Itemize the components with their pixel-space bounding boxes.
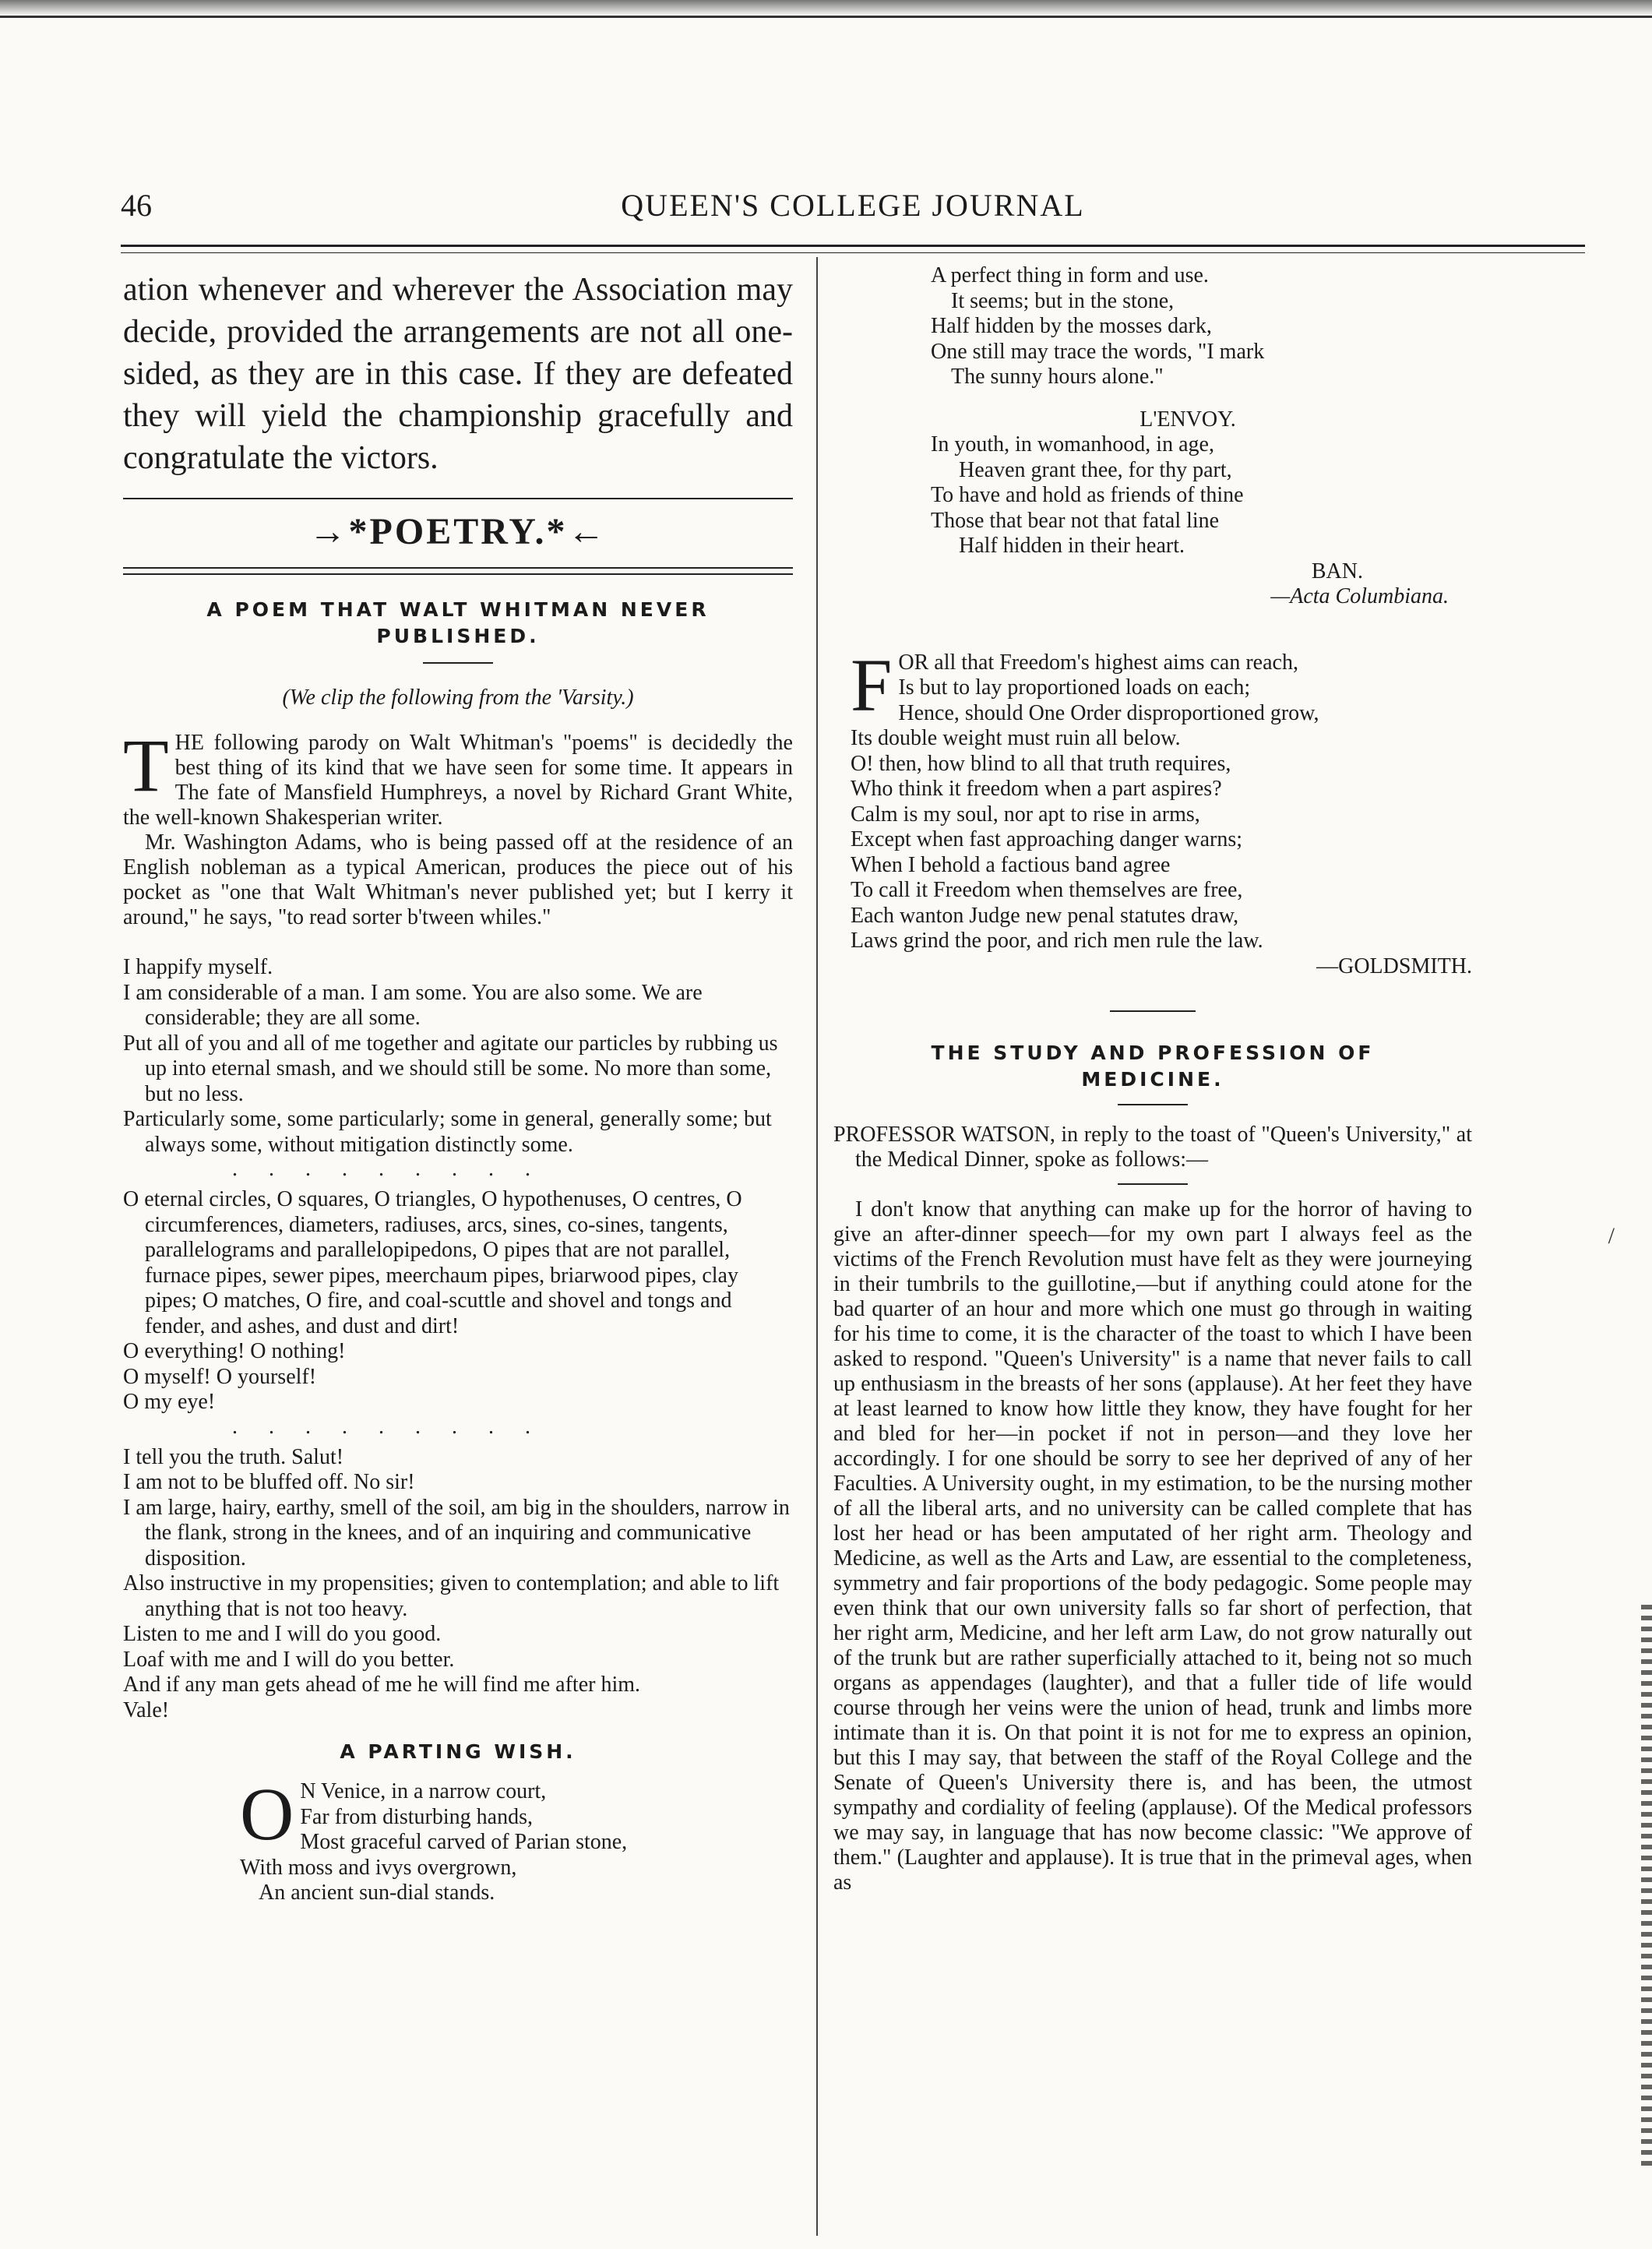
envoy-stanza	[833, 432, 1472, 559]
header-rule-thin	[121, 252, 1585, 253]
ellipsis-dots: .........	[232, 1157, 562, 1181]
envoy-source: —Acta Columbiana.	[1270, 584, 1449, 608]
speaker-name: PROFESSOR WATSON,	[833, 1123, 1055, 1147]
poem-line: Calm is my soul, nor apt to rise in arms,	[851, 802, 1200, 827]
poem-line: Laws grind the poor, and rich men rule the law.	[851, 929, 1263, 953]
divider	[123, 498, 793, 499]
poem-stanza-1	[123, 955, 793, 1158]
journal-title: QUEEN'S COLLEGE JOURNAL	[621, 188, 1085, 223]
poem-line: Heaven grant thee, for thy part,	[959, 457, 1232, 482]
poem-line: To call it Freedom when themselves are free,	[851, 878, 1243, 902]
ellipsis-dots: .........	[232, 1414, 562, 1439]
poem-stanza-2	[123, 1187, 793, 1415]
poem-line: Put all of you and all of me together and agitate our particles by rubbing us up into eternal smash, and we should still be some. No more than some, but no less.	[123, 1031, 778, 1106]
envoy-heading: L'ENVOY.	[1139, 407, 1236, 432]
goldsmith-author: —GOLDSMITH.	[1316, 954, 1472, 978]
poem-line: An ancient sun-dial stands.	[259, 1881, 495, 1905]
poem-line: OR all that Freedom's highest aims can reach,	[898, 650, 1298, 675]
scan-edge	[0, 0, 1652, 18]
poem-line: Each wanton Judge new penal statutes draw,	[851, 903, 1239, 928]
goldsmith-poem	[833, 643, 1472, 954]
poem-line: Loaf with me and I will do you better.	[123, 1647, 455, 1672]
poem-line: A perfect thing in form and use.	[931, 263, 1209, 287]
divider	[1110, 1010, 1196, 1012]
article-title: THE STUDY AND PROFESSION OF MEDICINE.	[931, 1042, 1375, 1091]
dropcap: O	[240, 1772, 294, 1856]
divider	[123, 573, 793, 575]
poem-line: I tell you the truth. Salut!	[123, 1444, 344, 1469]
poem-line: O myself! O yourself!	[123, 1364, 317, 1389]
page-header	[121, 187, 1585, 226]
scan-edge	[1641, 1605, 1652, 2166]
parting-wish-stanza	[123, 1772, 793, 1906]
poem-line: Most graceful carved of Parian stone,	[300, 1830, 628, 1854]
poem-line: Particularly some, some particularly; some in general, generally some; but always some, without mitigation distinctly some.	[123, 1107, 772, 1157]
column-divider	[816, 257, 818, 2236]
article-body: I don't know that anything can make up for the horror of having to give an after-dinner speech—for my own part I always feel as the victims of the French Revolution must have felt as they were journeying in their tumbrils to the guillotine,—but if anything could atone for the bad quarter of an hour and more which one must go through in waiting for his time to come, it is the character of the toast to which I have been asked to respond. "Queen's University" is a name that never fails to call up enthusiasm in the breasts of her sons (applause). At her feet they have at least learned to know how little they know, they have fought for her and bled for her—in pocket if not in person—and they love her accordingly. I for one should be sorry to see her deprived of any of her Faculties. A University ought, in my estimation, to be the nursing mother of all the liberal arts, and no university can be called complete that has lost her head or has been amputated of her right arm. Theology and Medicine, as well as the Arts and Law, are essential to the completeness, symmetry and fair proportions of the body pedagogic. Some people may even think that our own university falls so far short of perfection, that her right arm, Medicine, and her left arm Law, do not grow naturally out of the trunk but are rather superficially attached to it, being not so much organs as appendages (laughter), and that a fuller tide of life would course through her veins were the union of head, trunk and limbs more intimate than it is. On that point it is not for me to express an opinion, but this I may say, that between the staff of the Royal College and the Senate of Queen's University there is, and has been, the utmost sympathy and cordiality of feeling (applause). Of the Medical professors we may say, in language that has now become classic: "We approve of them." (Laughter and applause). It is true that in the primeval ages, when as	[833, 1197, 1472, 1895]
poem-line: With moss and ivys overgrown,	[240, 1855, 517, 1880]
poem-stanza-3	[123, 1445, 793, 1724]
clip-note: (We clip the following from the 'Varsity.)	[282, 686, 634, 710]
poem-line: Also instructive in my propensities; given to contemplation; and able to lift anything that is not too heavy.	[123, 1571, 780, 1621]
poem-title: A PARTING WISH.	[340, 1740, 576, 1763]
poem-line: O! then, how blind to all that truth requires,	[851, 751, 1231, 776]
poem-line: O eternal circles, O squares, O triangles, O hypothenuses, O centres, O circumferences, diameters, radiuses, arcs, sines, co-sines, tangents, parallelograms and parallelopipedons, O pipes that are not parallel, furnace pipes, sewer pipes, meerchaum pipes, briarwood pipes, clay pipes; O matches, O fire, and coal-scuttle and shovel and tongs and fender, and ashes, and dust and dirt!	[123, 1187, 742, 1338]
poem-line: Who think it freedom when a part aspires?	[851, 777, 1222, 801]
dropcap: T	[123, 724, 169, 807]
poem-line: I am considerable of a man. I am some. You are also some. We are considerable; they are all some.	[123, 980, 703, 1030]
poem-line: When I behold a factious band agree	[851, 852, 1171, 877]
poem-line: O everything! O nothing!	[123, 1339, 346, 1363]
envoy-author: BAN.	[1311, 559, 1363, 583]
poem-line: To have and hold as friends of thine	[931, 483, 1244, 507]
intro-paragraph: HE following parody on Walt Whitman's "poems" is decidedly the best thing of its kind that we have seen for some time. It appears in The fate of Mansfield Humphreys, a novel by Richard Grant White, the well-known Shakesperian writer.	[123, 731, 793, 830]
article-lead	[833, 1123, 1472, 1172]
poem-line: I am large, hairy, earthy, smell of the soil, am big in the shoulders, narrow in the flank, strong in the knees, and of an inquiring and communicative disposition.	[123, 1495, 790, 1570]
lead-text: in reply to the toast of "Queen's University," at the Medical Dinner, spoke as follows:—	[855, 1123, 1472, 1172]
page-number: 46	[121, 188, 152, 223]
continued-text: ation whenever and wherever the Association may decide, provided the arrangements are not all one-sided, as they are in this case. If they are defeated they will yield the championship gracefully and congratulate the victors.	[123, 272, 793, 476]
margin-mark: /	[1608, 1223, 1615, 1249]
poem-line: Listen to me and I will do you good.	[123, 1622, 442, 1646]
poem-line: In youth, in womanhood, in age,	[931, 432, 1214, 456]
poem-line: Hence, should One Order disproportioned grow,	[898, 700, 1319, 725]
dropcap: F	[851, 643, 893, 727]
poem-line: Half hidden in their heart.	[959, 534, 1185, 558]
poem-line: It seems; but in the stone,	[951, 288, 1175, 313]
poem-line: Its double weight must ruin all below.	[851, 726, 1181, 750]
poem-line: Vale!	[123, 1697, 170, 1722]
poem-line: Except when fast approaching danger warns;	[851, 827, 1243, 851]
poem-line: The sunny hours alone."	[951, 365, 1164, 389]
divider	[1118, 1183, 1188, 1185]
poem-line: Those that bear not that fatal line	[931, 508, 1220, 533]
intro-paragraph-2: Mr. Washington Adams, who is being passed off at the residence of an English nobleman as a typical American, produces the piece out of his pocket as "one that Walt Whitman's never published yet; but I kerry it around," he says, "to read sorter b'tween whiles."	[123, 830, 793, 929]
divider	[123, 567, 793, 569]
poem-line: Far from disturbing hands,	[300, 1804, 533, 1829]
parting-wish-continued	[833, 263, 1472, 390]
poem-line: Half hidden by the mosses dark,	[931, 314, 1212, 338]
poem-line: N Venice, in a narrow court,	[300, 1779, 547, 1803]
right-column	[833, 263, 1472, 1895]
left-column	[123, 269, 793, 1906]
poem-line: One still may trace the words, "I mark	[931, 339, 1265, 364]
divider	[1118, 1104, 1188, 1105]
poetry-heading: →*POETRY.*←	[308, 511, 608, 552]
header-rule	[121, 245, 1585, 247]
poem-line: Is but to lay proportioned loads on each;	[898, 675, 1251, 700]
poem-line: I happify myself.	[123, 955, 273, 979]
poem-title: A POEM THAT WALT WHITMAN NEVER PUBLISHED.	[206, 598, 710, 647]
poem-intro	[123, 724, 793, 930]
poem-line: I am not to be bluffed off. No sir!	[123, 1470, 415, 1494]
divider	[423, 662, 493, 664]
poem-line: O my eye!	[123, 1390, 216, 1414]
poem-line: And if any man gets ahead of me he will find me after him.	[123, 1673, 641, 1697]
